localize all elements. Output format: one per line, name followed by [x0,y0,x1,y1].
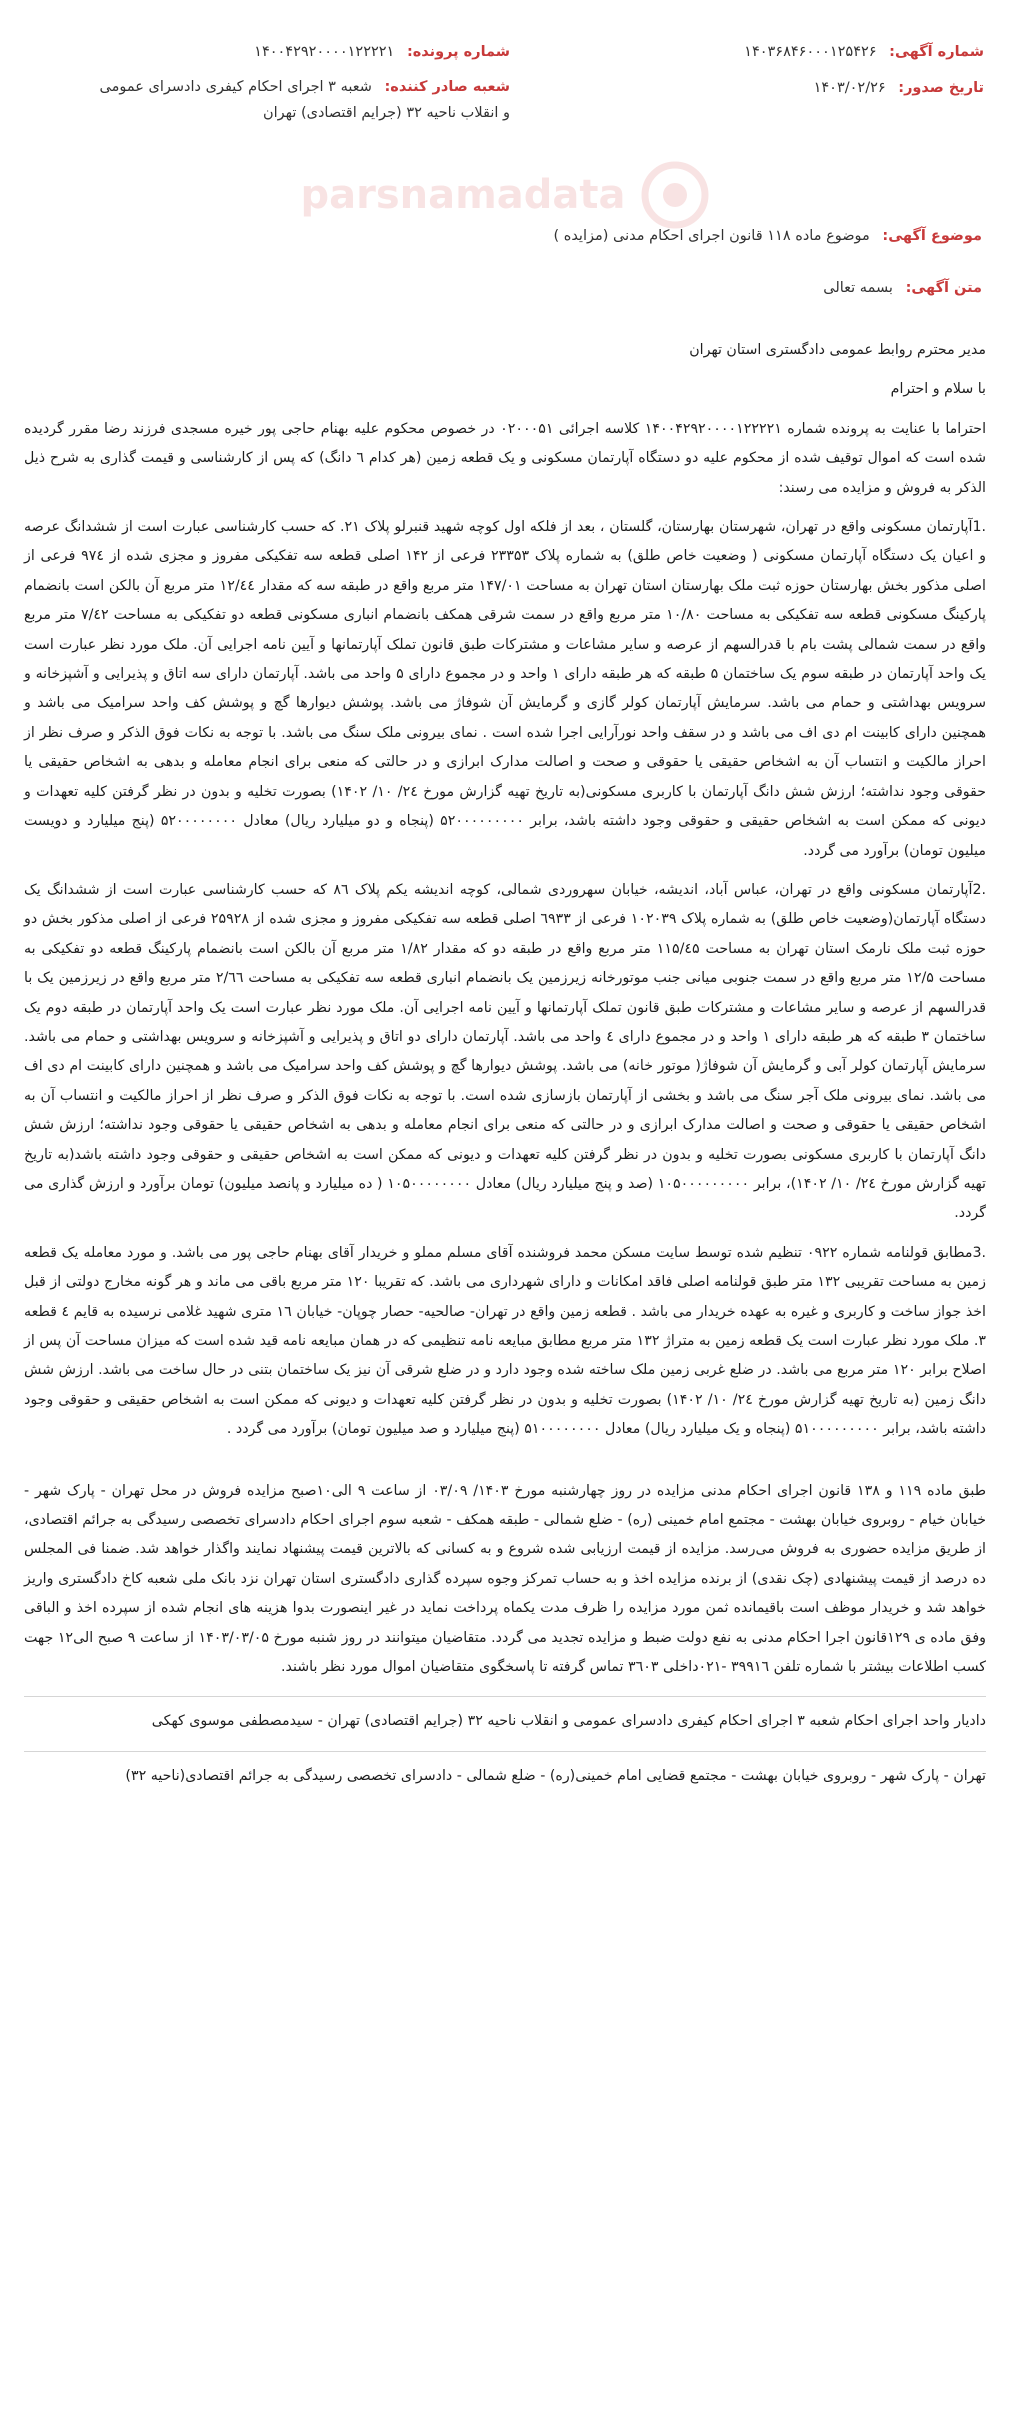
issue-date-value: ۱۴۰۳/۰۲/۲۶ [813,80,886,96]
item-2-paragraph: .2آپارتمان مسکونی واقع در تهران، عباس آباد، اندیشه، خیابان سهروردی شمالی، کوچه اندیشه یکم پلاک ۸٦ که حسب کارشناسی عبارت است از ششدانگ یک دستگاه آپارتمان(وضعیت خاص طلق) به شماره پلاک ۱۰۲۰۳۹ فرعی از ٦۹۳۳ اصلی قطعه سه تفکیکی مفروز و مجزی شده از ۲۵۹۲۸ فرعی از اصلی مذکور بخش دو حوزه ثبت ملک نارمک استان تهران به مساحت ۱۱۵/٤۵ متر مربع واقع در طبقه دو که مقدار ۱/۸۲ متر مربع آن بالکن است بانضمام پارکینگ قطعه دو تفکیکی به مساحت ۱۲/۵ متر مربع واقع در سمت جنوبی میانی جنب موتورخانه زیرزمین یک بانضمام انباری قطعه سه تفکیکی به مساحت ۲/٦٦ متر مربع واقع در زیرزمین یک با قدرالسهم از عرصه و سایر مشاعات و مشترکات طبق قانون تملک آپارتمانها و آیین نامه اجرایی آن. ملک مورد نظر عبارت است یک واحد آپارتمان در طبقه دوم یک ساختمان ۳ طبقه که هر طبقه دارای ۱ واحد و در مجموع دارای ٤ واحد می باشد. آپارتمان دارای دو اتاق و پذیرایی و آشپزخانه و سرویس بهداشتی و حمام می باشد. سرمایش آپارتمان کولر آبی و گرمایش آن شوفاژ( موتور خانه) می باشد. پوشش دیوارها گچ و پوشش کف واحد سرامیک می باشد و همچنین دارای کابینت ام دی اف می باشد. نمای بیرونی ملک آجر سنگ می باشد و بخشی از آپارتمان بازسازی شده است. با توجه به نکات فوق الذکر و صرف نظر از احراز مالکیت و انتساب آن به اشخاص حقیقی یا حقوقی و صحت و اصالت مدارک ابرازی و در حالتی که منعی برای انجام معامله و بدهی به اشخاص حقیقی یا حقوقی وجود نداشته؛ ارزش شش دانگ آپارتمان با کاربری مسکونی بصورت تخلیه و بدون در نظر گرفتن کلیه تعهدات و دیونی که ممکن است به اشخاص حقیقی و حقوقی وجود داشته باشد(به تاریخ تهیه گزارش مورخ ۲٤/ ۱۰/ ۱۴۰۲)، برابر ۱۰۵۰۰۰۰۰۰۰۰۰ (صد و پنج میلیارد ریال) معادل ۱۰۵۰۰۰۰۰۰۰۰ ( ده میلیارد و پانصد میلیون) تومان برآورد و ارزش گذاری می گردد. [24,881,987,1222]
auction-terms-paragraph: طبق ماده ۱۱۹ و ۱۳۸ قانون اجرای احکام مدنی مزایده در روز چهارشنبه مورخ ۱۴۰۳/ ۰۳/۰۹ از ساعت ۹ الی۱۰صبح مزایده فروش در محل تهران - پارک شهر - خیابان خیام - روبروی خیابان بهشت - مجتمع امام خمینی (ره) - ضلع شمالی - طبقه همکف - شعبه سوم اجرای احکام دادسرای تخصصی رسیدگی به جرائم اقتصادی، از طریق مزایده حضوری به فروش می‌رسد. مزایده از قیمت ارزیابی شده شروع و به کسانی که بالاترین قیمت پیشنهاد نمایند واگذار خواهد شد. ضمنا فی المجلس ده درصد از قیمت پیشنهادی (چک نقدی) از برنده مزایده اخذ و به حساب تمرکز وجوه سپرده گذاری دادگستری استان تهران نزد بانک ملی شعبه کاخ دادگستری واریز خواهد شد و خریدار موظف است باقیمانده ثمن مورد مزایده را ظرف مدت یکماه پرداخت نماید در غیر اینصورت بدوا هزینه های انجام شده از سپرده اخذ و الباقی وفق ماده ی ۱۲۹قانون اجرا احکام مدنی به نفع دولت ضبط و مزایده تجدید می گردد. متقاضیان میتوانند در روز شنبه مورخ ۱۴۰۳/۰۳/۰۵ از ساعت ۹ صبح الی۱۲ جهت کسب اطلاعات بیشتر با شماره تلفن ۳۹۹۱٦ -۰۲۱داخلی ۳٦۰۳ تماس گرفته تا پاسخگوی متقاضیان اموال مورد نظر باشند. [24,1482,986,1676]
ad-number-label: شماره آگهی: [889,44,984,60]
issuer-value: شعبه ۳ اجرای احکام کیفری دادسرای عمومی و انقلاب ناحیه ۳۲ (جرایم اقتصادی) تهران [99,79,510,121]
issue-date-label: تاریخ صدور: [898,80,984,96]
case-number-label: شماره پرونده: [406,44,510,60]
greeting: با سلام و احترام [890,381,986,398]
signatory: دادیار واحد اجرای احکام شعبه ۳ اجرای احکام کیفری دادسرای عمومی و انقلاب ناحیه ۳۲ (جرایم اقتصادی) تهران - سیدمصطفی موسوی کهکی [151,1713,986,1730]
case-number-value: ۱۴۰۰۴۲۹۲۰۰۰۰۱۲۲۲۲۱ [254,44,395,60]
notice-header [20,38,990,198]
issuer-label: شعبه صادر کننده: [384,79,510,95]
header-right-column [514,38,984,102]
ad-number-row [514,38,984,66]
divider [24,1751,986,1752]
addressee: مدیر محترم روابط عمومی دادگستری استان تهران [689,342,986,358]
intro-paragraph: احتراما با عنایت به پرونده شماره ۱۴۰۰۴۲۹۲۰۰۰۰۱۲۲۲۲۱ کلاسه اجرائی ۰۲۰۰۰۵۱ در خصوص محکوم علیه بهنام حاجی پور خیره مسجدی فرزند رضا مقرر گردیده شده است که اموال توقیف شده از محکوم علیه دو دستگاه آپارتمان مسکونی و یک قطعه زمین (هر کدام ٦ دانگ) که پس از کارشناسی و قیمت گذاری به شرح ذیل الذکر به فروش و مزایده می رسند: [24,420,987,496]
issue-date-row [514,74,984,102]
address: تهران - پارک شهر - روبروی خیابان بهشت - مجتمع قضایی امام خمینی(ره) - ضلع شمالی - دادسرای تخصصی رسیدگی به جرائم اقتصادی(ناحیه ۳۲) [125,1767,986,1784]
ad-number-value: ۱۴۰۳۶۸۴۶۰۰۰۱۲۵۴۲۶ [744,44,877,60]
subject-label: موضوع آگهی: [882,228,982,244]
item-1-paragraph: .1آپارتمان مسکونی واقع در تهران، شهرستان بهارستان، گلستان ، بعد از فلکه اول کوچه شهید قنبرلو پلاک ۲۱. که حسب کارشناسی عبارت است از ششدانگ عرصه و اعیان یک دستگاه آپارتمان مسکونی ( وضعیت خاص طلق) به شماره پلاک ۲۳۳۵۳ فرعی از ۱۴۲ اصلی قطعه سه تفکیکی مفروز و مجزی شده از ۹۷٤ فرعی از اصلی مذکور بخش بهارستان حوزه ثبت ملک بهارستان استان تهران به مساحت ۱۴۷/۰۱ متر مربع واقع در طبقه سه که مقدار ۱۲/٤٤ متر مربع آن بالکن است بانضمام پارکینگ مسکونی قطعه سه تفکیکی به مساحت ۱۰/۸۰ متر مربع واقع در سمت شرقی همکف بانضمام انباری مسکونی قطعه دو تفکیکی به مساحت ۷/٤۲ متر مربع واقع در سمت شمالی پشت بام با قدرالسهم از عرصه و سایر مشاعات و مشترکات طبق قانون تملک آپارتمانها و آیین نامه اجرایی آن. ملک مورد نظر عبارت است یک واحد آپارتمان در طبقه سوم یک ساختمان ۵ طبقه که هر طبقه دارای ۱ واحد و در مجموع دارای ۵ واحد می باشد. آپارتمان دارای سه اتاق و پذیرایی و آشپزخانه و سرویس بهداشتی و حمام می باشد. سرمایش آپارتمان کولر گازی و گرمایش آن شوفاژ می باشد. پوشش دیوارها گچ و پوشش کف واحد سرامیک می باشد و همچنین دارای کابینت ام دی اف می باشد و در سقف واحد نورآرایی اجرا شده است . نمای بیرونی ملک سنگ می باشد. با توجه به نکات فوق الذکر و صرف نظر از احراز مالکیت و انتساب آن به اشخاص حقیقی یا حقوقی و صحت و اصالت مدارک ابرازی و در حالتی که منعی برای انجام معامله و بدهی به اشخاص حقیقی یا حقوقی وجود نداشته؛ ارزش شش دانگ آپارتمان با کاربری مسکونی(به تاریخ تهیه گزارش مورخ ۲٤/ ۱۰/ ۱۴۰۲) بصورت تخلیه و بدون در نظر گرفتن کلیه تعهدات و دیونی که ممکن است به اشخاص حقیقی و حقوقی وجود داشته باشد، برابر ۵۲۰۰۰۰۰۰۰۰۰ (پنجاه و دو میلیارد ریال) معادل ۵۲۰۰۰۰۰۰۰۰ (پنج میلیارد و دویست میلیون تومان) برآورد می گردد. [24,519,986,859]
issuer-row [90,74,510,126]
text-intro-value: بسمه تعالی [823,280,893,296]
subject-value: موضوع ماده ۱۱۸ قانون اجرای احکام مدنی (مزایده ) [553,228,870,244]
watermark-text: parsnamadata [300,172,626,218]
notice-text-intro [20,274,982,302]
notice-subject [20,222,982,250]
notice-body [20,336,990,1791]
text-label: متن آگهی: [905,280,982,296]
item-3-paragraph: .3مطابق قولنامه شماره ۰۹۲۲ تنظیم شده توسط سایت مسکن محمد فروشنده آقای مسلم مملو و خریدار آقای بهنام حاجی پور می باشد. و مورد معامله یک قطعه زمین به مساحت تقریبی ۱۳۲ متر طبق قولنامه اصلی فاقد امکانات و دارای شهرداری می باشد. که تقریبا ۱۲۰ متر مربع باقی می ماند و هر گونه مخارج دولتی از قبل اخذ جواز ساخت و کاربری و غیره به عهده خریدار می باشد . قطعه زمین واقع در تهران- صالحیه- حصار چوپان- خیابان ۱٦ متری شهید غلامی نرسیده به قایم ٤ قطعه ۳. ملک مورد نظر عبارت است یک قطعه زمین به متراژ ۱۳۲ متر مربع مطابق مبایعه نامه تنظیمی که در همان مبایعه نامه قید شده است که میزان مساحت آن پس از اصلاح برابر ۱۲۰ متر مربع می باشد. در ضلع غربی زمین ملک ساخته شده وجود دارد و در ضلع شرقی آن نیز یک ساختمان بتنی در حال ساخت می باشد. ارزش شش دانگ زمین (به تاریخ تهیه گزارش مورخ ۲٤/ ۱۰/ ۱۴۰۲) بصورت تخلیه و بدون در نظر گرفتن کلیه تعهدات و دیونی که ممکن است به اشخاص حقیقی و حقوقی وجود داشته باشد، برابر ۵۱۰۰۰۰۰۰۰۰۰ (پنجاه و یک میلیارد ریال) معادل ۵۱۰۰۰۰۰۰۰۰ (پنج میلیارد و صد میلیون تومان) برآورد می گردد . [24,1244,987,1438]
header-left-column [90,38,510,126]
divider [24,1696,986,1697]
case-number-row [90,38,510,66]
